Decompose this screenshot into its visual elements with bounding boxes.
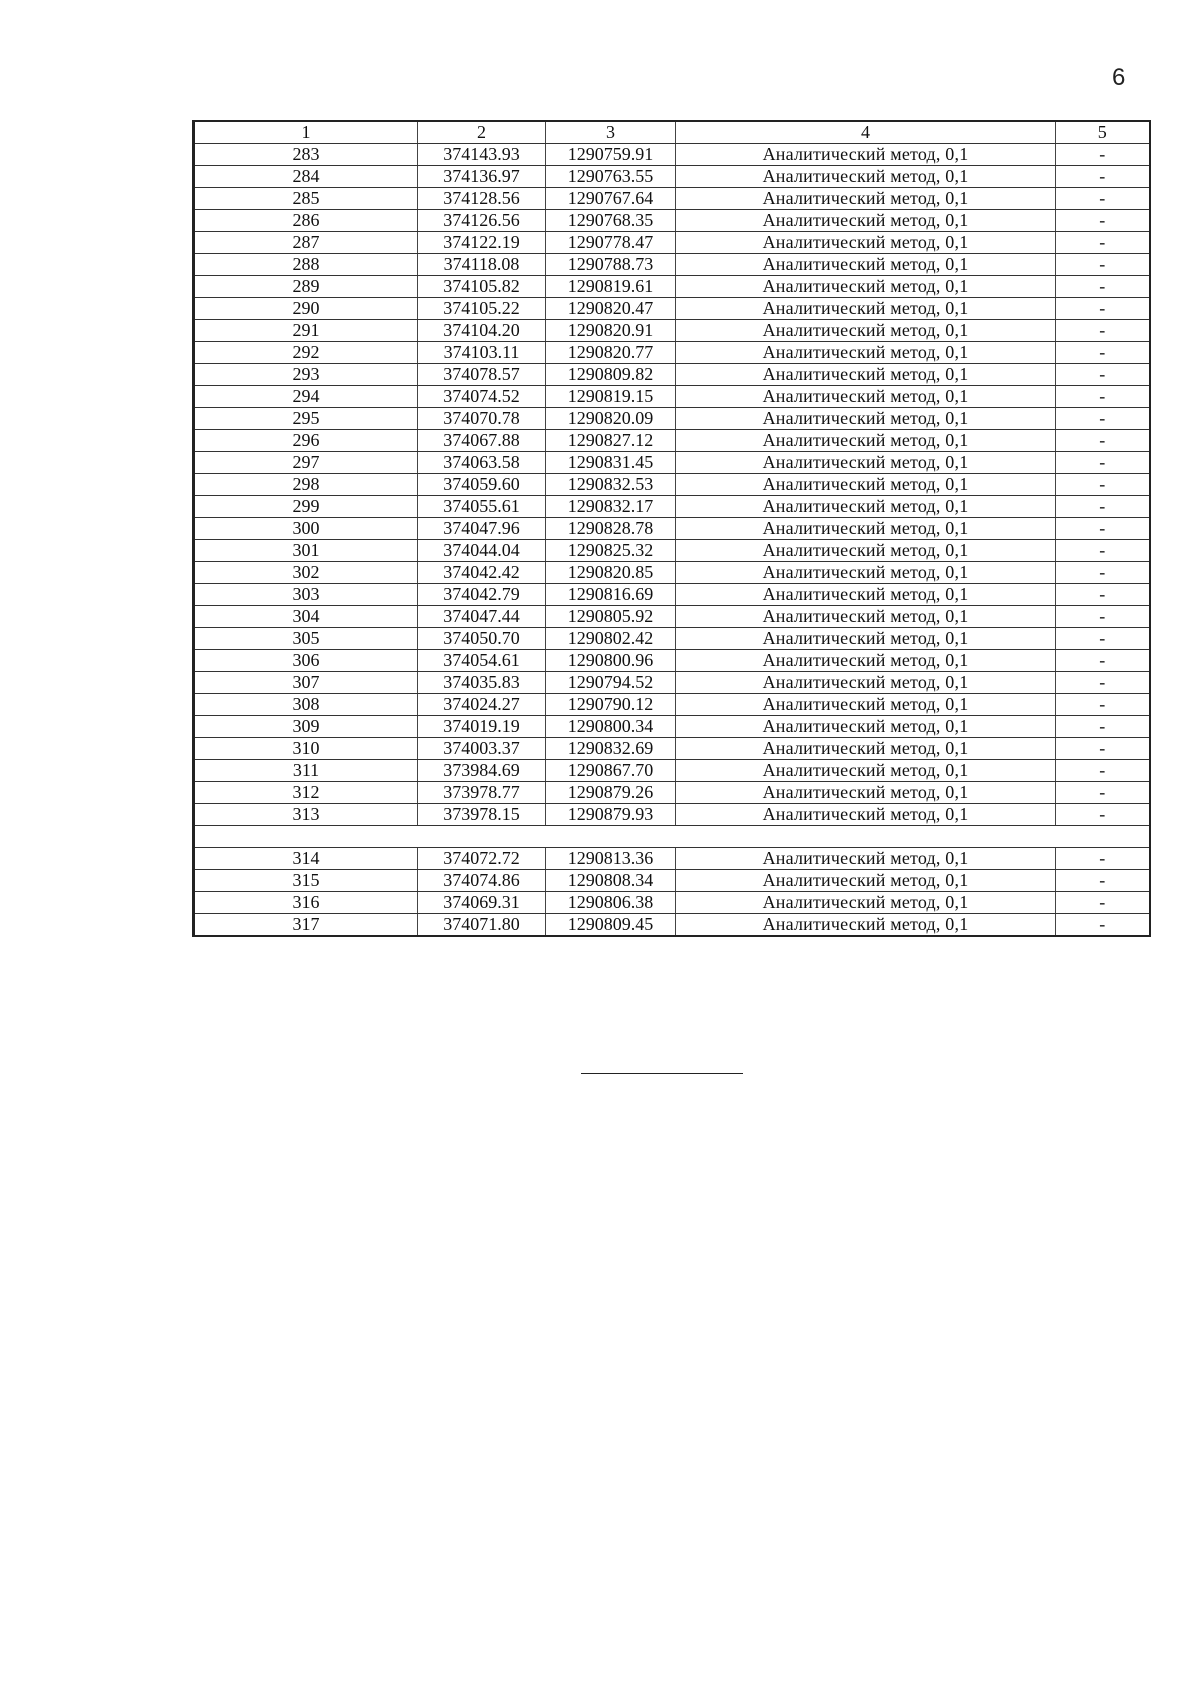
y-coordinate-cell: 1290819.15 (546, 386, 676, 408)
x-coordinate-cell: 374069.31 (418, 892, 546, 914)
table-row (194, 408, 1150, 430)
table-gap-row (194, 826, 1150, 848)
table-row (194, 452, 1150, 474)
x-coordinate-cell: 374071.80 (418, 914, 546, 937)
method-cell: Аналитический метод, 0,1 (676, 144, 1056, 166)
y-coordinate-cell: 1290790.12 (546, 694, 676, 716)
method-cell: Аналитический метод, 0,1 (676, 892, 1056, 914)
header-cell-3: 3 (546, 121, 676, 144)
note-cell: - (1056, 298, 1150, 320)
point-number-cell: 292 (194, 342, 418, 364)
method-cell: Аналитический метод, 0,1 (676, 870, 1056, 892)
y-coordinate-cell: 1290800.34 (546, 716, 676, 738)
table-row (194, 606, 1150, 628)
table-row (194, 540, 1150, 562)
note-cell: - (1056, 408, 1150, 430)
y-coordinate-cell: 1290879.93 (546, 804, 676, 826)
method-cell: Аналитический метод, 0,1 (676, 562, 1056, 584)
y-coordinate-cell: 1290763.55 (546, 166, 676, 188)
table-row (194, 562, 1150, 584)
y-coordinate-cell: 1290802.42 (546, 628, 676, 650)
y-coordinate-cell: 1290827.12 (546, 430, 676, 452)
table-row (194, 518, 1150, 540)
y-coordinate-cell: 1290867.70 (546, 760, 676, 782)
x-coordinate-cell: 374044.04 (418, 540, 546, 562)
y-coordinate-cell: 1290805.92 (546, 606, 676, 628)
table-row (194, 782, 1150, 804)
point-number-cell: 315 (194, 870, 418, 892)
x-coordinate-cell: 374122.19 (418, 232, 546, 254)
point-number-cell: 303 (194, 584, 418, 606)
note-cell: - (1056, 518, 1150, 540)
point-number-cell: 310 (194, 738, 418, 760)
header-cell-5: 5 (1056, 121, 1150, 144)
table-row (194, 628, 1150, 650)
note-cell: - (1056, 738, 1150, 760)
table-row (194, 914, 1150, 937)
point-number-cell: 306 (194, 650, 418, 672)
note-cell: - (1056, 848, 1150, 870)
method-cell: Аналитический метод, 0,1 (676, 166, 1056, 188)
point-number-cell: 285 (194, 188, 418, 210)
note-cell: - (1056, 914, 1150, 937)
x-coordinate-cell: 374070.78 (418, 408, 546, 430)
note-cell: - (1056, 606, 1150, 628)
table-row (194, 232, 1150, 254)
table-row (194, 672, 1150, 694)
point-number-cell: 297 (194, 452, 418, 474)
point-number-cell: 291 (194, 320, 418, 342)
point-number-cell: 304 (194, 606, 418, 628)
table-row (194, 430, 1150, 452)
x-coordinate-cell: 374042.79 (418, 584, 546, 606)
method-cell: Аналитический метод, 0,1 (676, 408, 1056, 430)
point-number-cell: 288 (194, 254, 418, 276)
x-coordinate-cell: 374047.44 (418, 606, 546, 628)
y-coordinate-cell: 1290778.47 (546, 232, 676, 254)
point-number-cell: 298 (194, 474, 418, 496)
table-row (194, 804, 1150, 826)
x-coordinate-cell: 374104.20 (418, 320, 546, 342)
note-cell: - (1056, 562, 1150, 584)
point-number-cell: 300 (194, 518, 418, 540)
table-row (194, 254, 1150, 276)
point-number-cell: 309 (194, 716, 418, 738)
y-coordinate-cell: 1290768.35 (546, 210, 676, 232)
point-number-cell: 287 (194, 232, 418, 254)
y-coordinate-cell: 1290794.52 (546, 672, 676, 694)
method-cell: Аналитический метод, 0,1 (676, 672, 1056, 694)
table-row (194, 760, 1150, 782)
y-coordinate-cell: 1290800.96 (546, 650, 676, 672)
method-cell: Аналитический метод, 0,1 (676, 738, 1056, 760)
note-cell: - (1056, 496, 1150, 518)
note-cell: - (1056, 364, 1150, 386)
point-number-cell: 286 (194, 210, 418, 232)
table-row (194, 210, 1150, 232)
method-cell: Аналитический метод, 0,1 (676, 650, 1056, 672)
method-cell: Аналитический метод, 0,1 (676, 364, 1056, 386)
point-number-cell: 295 (194, 408, 418, 430)
page-number: 6 (1112, 64, 1126, 91)
y-coordinate-cell: 1290806.38 (546, 892, 676, 914)
note-cell: - (1056, 870, 1150, 892)
x-coordinate-cell: 374042.42 (418, 562, 546, 584)
header-cell-1: 1 (194, 121, 418, 144)
point-number-cell: 289 (194, 276, 418, 298)
table-row (194, 342, 1150, 364)
note-cell: - (1056, 540, 1150, 562)
y-coordinate-cell: 1290816.69 (546, 584, 676, 606)
point-number-cell: 314 (194, 848, 418, 870)
method-cell: Аналитический метод, 0,1 (676, 342, 1056, 364)
x-coordinate-cell: 373978.15 (418, 804, 546, 826)
table-row (194, 892, 1150, 914)
method-cell: Аналитический метод, 0,1 (676, 188, 1056, 210)
table-row (194, 166, 1150, 188)
table-row (194, 364, 1150, 386)
point-number-cell: 283 (194, 144, 418, 166)
table-row (194, 144, 1150, 166)
note-cell: - (1056, 430, 1150, 452)
note-cell: - (1056, 386, 1150, 408)
table-row (194, 474, 1150, 496)
method-cell: Аналитический метод, 0,1 (676, 804, 1056, 826)
note-cell: - (1056, 584, 1150, 606)
x-coordinate-cell: 374024.27 (418, 694, 546, 716)
point-number-cell: 305 (194, 628, 418, 650)
note-cell: - (1056, 232, 1150, 254)
header-cell-4: 4 (676, 121, 1056, 144)
y-coordinate-cell: 1290832.53 (546, 474, 676, 496)
note-cell: - (1056, 452, 1150, 474)
y-coordinate-cell: 1290813.36 (546, 848, 676, 870)
y-coordinate-cell: 1290788.73 (546, 254, 676, 276)
note-cell: - (1056, 782, 1150, 804)
x-coordinate-cell: 374105.82 (418, 276, 546, 298)
note-cell: - (1056, 210, 1150, 232)
note-cell: - (1056, 342, 1150, 364)
table-header-row (194, 121, 1150, 144)
gap-cell (194, 826, 1150, 848)
method-cell: Аналитический метод, 0,1 (676, 298, 1056, 320)
x-coordinate-cell: 374143.93 (418, 144, 546, 166)
x-coordinate-cell: 374054.61 (418, 650, 546, 672)
y-coordinate-cell: 1290820.85 (546, 562, 676, 584)
coordinates-table (192, 120, 1151, 937)
note-cell: - (1056, 320, 1150, 342)
table-row (194, 188, 1150, 210)
y-coordinate-cell: 1290820.09 (546, 408, 676, 430)
note-cell: - (1056, 188, 1150, 210)
point-number-cell: 284 (194, 166, 418, 188)
header-cell-2: 2 (418, 121, 546, 144)
method-cell: Аналитический метод, 0,1 (676, 496, 1056, 518)
x-coordinate-cell: 374047.96 (418, 518, 546, 540)
x-coordinate-cell: 373978.77 (418, 782, 546, 804)
table-row (194, 694, 1150, 716)
x-coordinate-cell: 374063.58 (418, 452, 546, 474)
point-number-cell: 302 (194, 562, 418, 584)
y-coordinate-cell: 1290767.64 (546, 188, 676, 210)
table-body (194, 121, 1150, 936)
point-number-cell: 316 (194, 892, 418, 914)
method-cell: Аналитический метод, 0,1 (676, 628, 1056, 650)
note-cell: - (1056, 254, 1150, 276)
point-number-cell: 313 (194, 804, 418, 826)
note-cell: - (1056, 694, 1150, 716)
method-cell: Аналитический метод, 0,1 (676, 474, 1056, 496)
y-coordinate-cell: 1290819.61 (546, 276, 676, 298)
table-row (194, 276, 1150, 298)
y-coordinate-cell: 1290808.34 (546, 870, 676, 892)
note-cell: - (1056, 474, 1150, 496)
point-number-cell: 296 (194, 430, 418, 452)
x-coordinate-cell: 373984.69 (418, 760, 546, 782)
method-cell: Аналитический метод, 0,1 (676, 606, 1056, 628)
method-cell: Аналитический метод, 0,1 (676, 518, 1056, 540)
y-coordinate-cell: 1290828.78 (546, 518, 676, 540)
note-cell: - (1056, 892, 1150, 914)
x-coordinate-cell: 374067.88 (418, 430, 546, 452)
x-coordinate-cell: 374019.19 (418, 716, 546, 738)
y-coordinate-cell: 1290832.17 (546, 496, 676, 518)
table-row (194, 298, 1150, 320)
note-cell: - (1056, 166, 1150, 188)
point-number-cell: 311 (194, 760, 418, 782)
method-cell: Аналитический метод, 0,1 (676, 210, 1056, 232)
y-coordinate-cell: 1290831.45 (546, 452, 676, 474)
point-number-cell: 312 (194, 782, 418, 804)
note-cell: - (1056, 804, 1150, 826)
point-number-cell: 293 (194, 364, 418, 386)
x-coordinate-cell: 374105.22 (418, 298, 546, 320)
x-coordinate-cell: 374072.72 (418, 848, 546, 870)
point-number-cell: 299 (194, 496, 418, 518)
point-number-cell: 301 (194, 540, 418, 562)
x-coordinate-cell: 374136.97 (418, 166, 546, 188)
method-cell: Аналитический метод, 0,1 (676, 386, 1056, 408)
x-coordinate-cell: 374118.08 (418, 254, 546, 276)
y-coordinate-cell: 1290809.82 (546, 364, 676, 386)
y-coordinate-cell: 1290832.69 (546, 738, 676, 760)
note-cell: - (1056, 650, 1150, 672)
x-coordinate-cell: 374078.57 (418, 364, 546, 386)
x-coordinate-cell: 374126.56 (418, 210, 546, 232)
y-coordinate-cell: 1290820.47 (546, 298, 676, 320)
method-cell: Аналитический метод, 0,1 (676, 584, 1056, 606)
y-coordinate-cell: 1290759.91 (546, 144, 676, 166)
note-cell: - (1056, 760, 1150, 782)
method-cell: Аналитический метод, 0,1 (676, 430, 1056, 452)
note-cell: - (1056, 628, 1150, 650)
x-coordinate-cell: 374055.61 (418, 496, 546, 518)
method-cell: Аналитический метод, 0,1 (676, 782, 1056, 804)
table-row (194, 650, 1150, 672)
end-divider-line (581, 1073, 743, 1074)
table-row (194, 496, 1150, 518)
method-cell: Аналитический метод, 0,1 (676, 254, 1056, 276)
y-coordinate-cell: 1290820.77 (546, 342, 676, 364)
x-coordinate-cell: 374074.52 (418, 386, 546, 408)
x-coordinate-cell: 374050.70 (418, 628, 546, 650)
table-row (194, 386, 1150, 408)
x-coordinate-cell: 374074.86 (418, 870, 546, 892)
x-coordinate-cell: 374059.60 (418, 474, 546, 496)
method-cell: Аналитический метод, 0,1 (676, 694, 1056, 716)
y-coordinate-cell: 1290809.45 (546, 914, 676, 937)
method-cell: Аналитический метод, 0,1 (676, 276, 1056, 298)
table-row (194, 320, 1150, 342)
point-number-cell: 317 (194, 914, 418, 937)
x-coordinate-cell: 374103.11 (418, 342, 546, 364)
y-coordinate-cell: 1290820.91 (546, 320, 676, 342)
method-cell: Аналитический метод, 0,1 (676, 760, 1056, 782)
method-cell: Аналитический метод, 0,1 (676, 452, 1056, 474)
y-coordinate-cell: 1290879.26 (546, 782, 676, 804)
point-number-cell: 294 (194, 386, 418, 408)
method-cell: Аналитический метод, 0,1 (676, 716, 1056, 738)
table-row (194, 870, 1150, 892)
method-cell: Аналитический метод, 0,1 (676, 540, 1056, 562)
table-row (194, 584, 1150, 606)
note-cell: - (1056, 672, 1150, 694)
x-coordinate-cell: 374035.83 (418, 672, 546, 694)
y-coordinate-cell: 1290825.32 (546, 540, 676, 562)
method-cell: Аналитический метод, 0,1 (676, 914, 1056, 937)
note-cell: - (1056, 276, 1150, 298)
x-coordinate-cell: 374003.37 (418, 738, 546, 760)
note-cell: - (1056, 144, 1150, 166)
point-number-cell: 307 (194, 672, 418, 694)
point-number-cell: 290 (194, 298, 418, 320)
table-row (194, 738, 1150, 760)
table-row (194, 716, 1150, 738)
point-number-cell: 308 (194, 694, 418, 716)
method-cell: Аналитический метод, 0,1 (676, 232, 1056, 254)
x-coordinate-cell: 374128.56 (418, 188, 546, 210)
method-cell: Аналитический метод, 0,1 (676, 320, 1056, 342)
note-cell: - (1056, 716, 1150, 738)
method-cell: Аналитический метод, 0,1 (676, 848, 1056, 870)
table-row (194, 848, 1150, 870)
